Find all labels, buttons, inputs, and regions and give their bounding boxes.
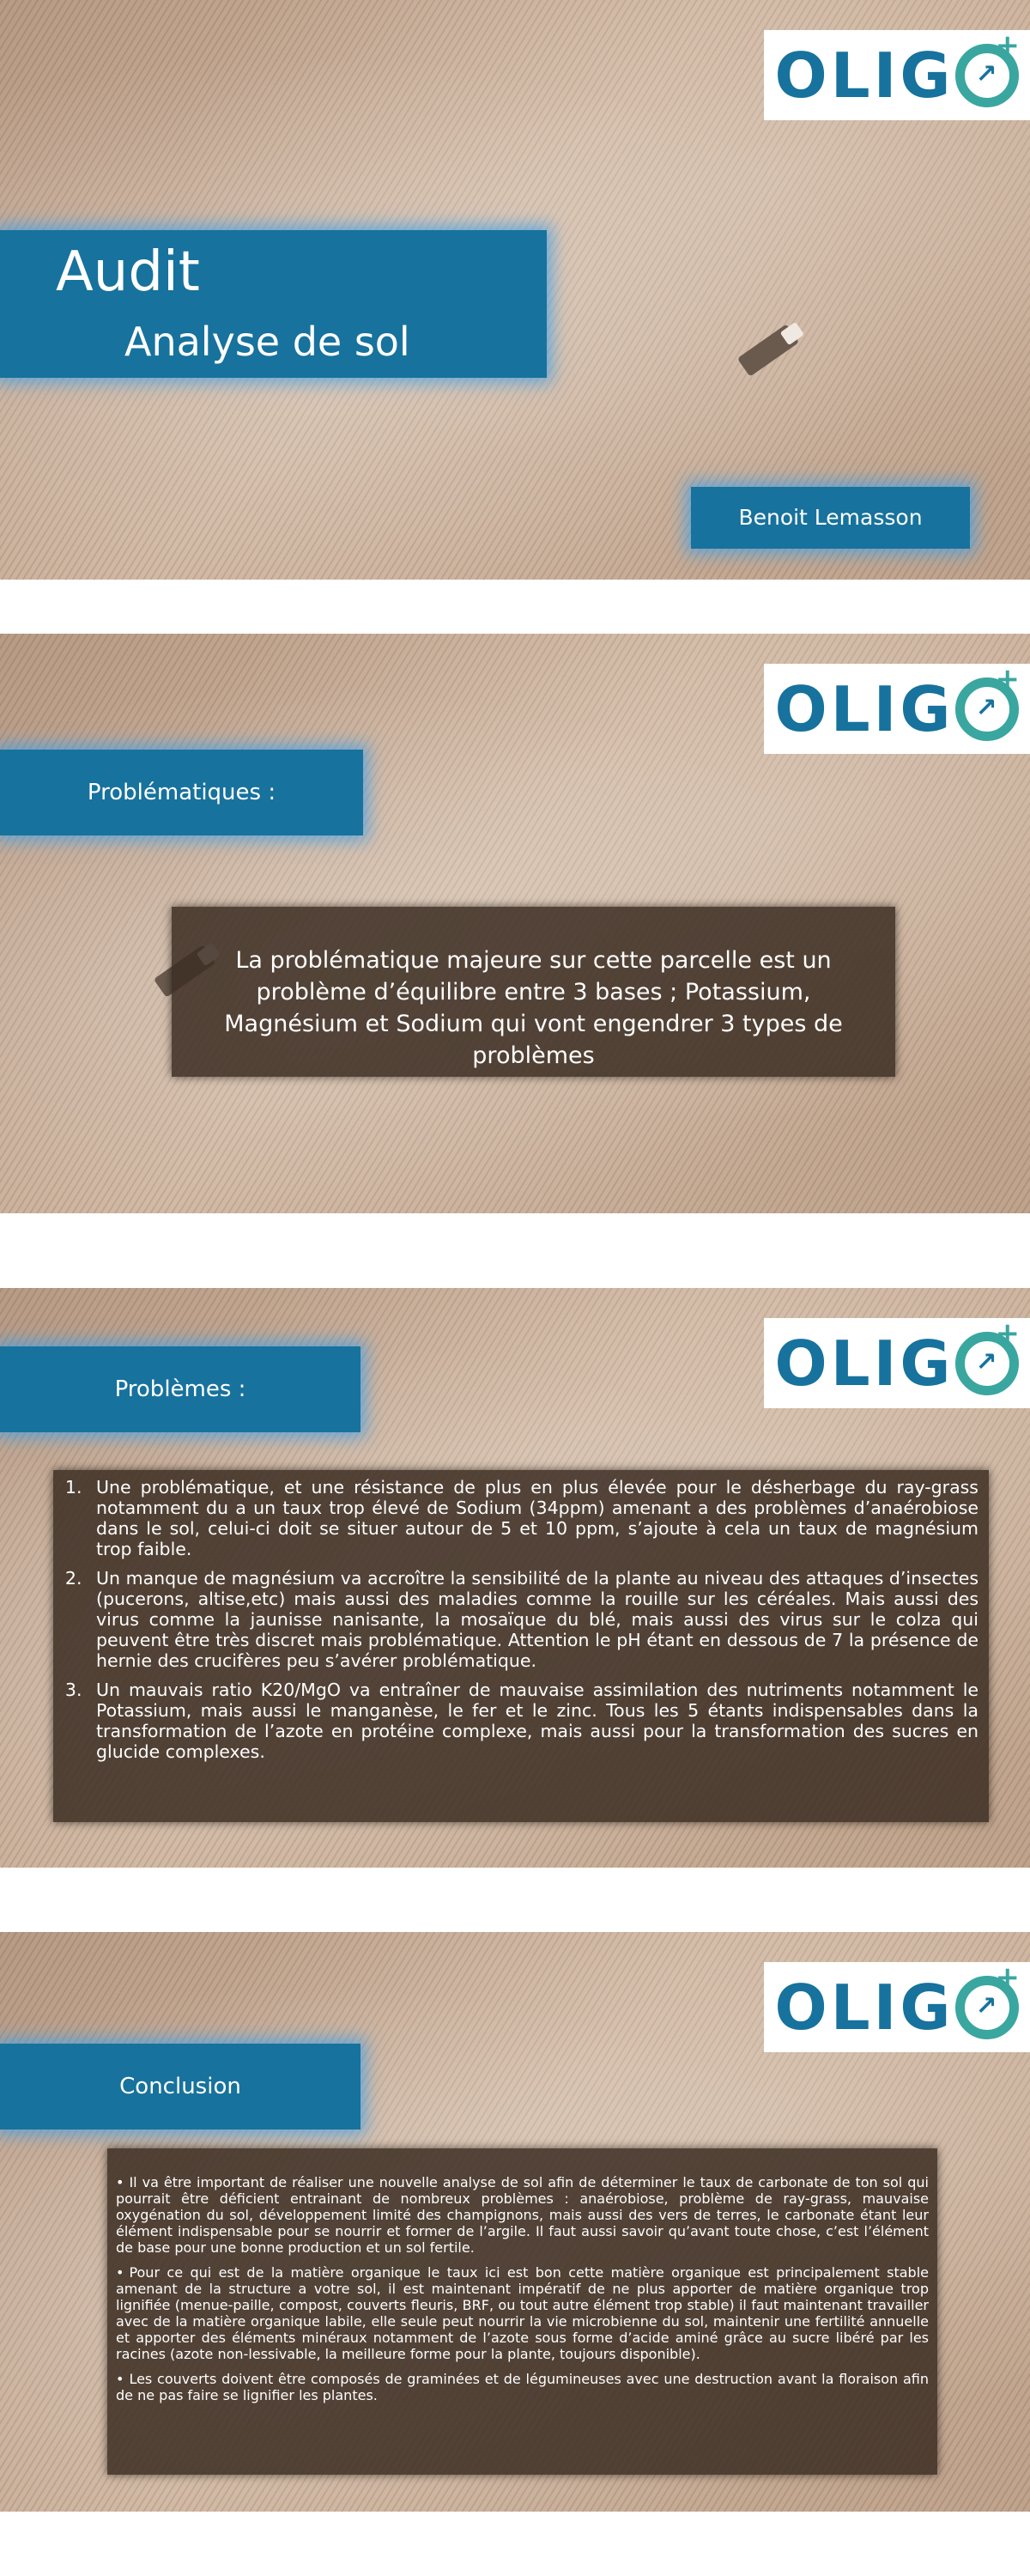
heading-box	[0, 1346, 360, 1432]
problems-list	[53, 1470, 989, 1762]
list-item: • Les couverts doivent être composés de graminées et de légumineuses avec une destruction avant la floraison afin de ne pas faire se lignifier les plantes.	[116, 2371, 929, 2403]
logo-o-arrow-icon: ↗	[955, 677, 1019, 741]
conclusion-list	[107, 2148, 937, 2403]
author-box	[691, 487, 970, 549]
slide-heading: Conclusion	[119, 2074, 241, 2099]
statement-box	[172, 907, 895, 1077]
list-item: • Il va être important de réaliser une nouvelle analyse de sol afin de déterminer le taux de carbonate de ton sol qui pourrait être déficient entrainant de nombreux problèmes : anaérobiose, problème de ray-grass, mauvaise oxygénation du sol, développement limité des champignons, mais aussi des vers de terres, le carbonate étant leur élément indispensable pour se nourrir et former de l’argile. Il faut aussi savoir qu’avant toute chose, c’est l’élément de base pour une bonne production et un sol fertile.	[116, 2174, 929, 2256]
list-item: 1. Une problématique, et une résistance de plus en plus élevée pour le désherbage du ray-grass notamment du a un taux trop élevé de Sodium (34ppm) amenant a des problèmes d’anaérobiose dans le sol, celui-ci doit se situer autour de 5 et 10 ppm, s’ajoute à cela un taux de magnésium trop faible.	[88, 1477, 978, 1559]
slide-heading: Problématiques :	[87, 780, 276, 805]
slide-title-text: Audit	[56, 240, 200, 304]
author-name: Benoit Lemasson	[738, 505, 923, 530]
logo-text: OLIG	[774, 39, 954, 112]
oligo-logo	[764, 1318, 1030, 1408]
logo-o-arrow-icon: ↗	[955, 1976, 1019, 2039]
list-item: 3. Un mauvais ratio K20/MgO va entraîner de mauvaise assimilation des nutriments notamment le Potassium, mais aussi le manganèse, le fer et le zinc. Tous les 5 étants indispensables dans la transformation de l’azote en protéine complexe, mais aussi pour la transformation des sucres en glucide complexes.	[88, 1680, 978, 1762]
slide-conclusion	[0, 1932, 1030, 2512]
oligo-logo	[764, 1962, 1030, 2052]
slide-heading: Problèmes :	[114, 1376, 246, 1402]
logo-o-arrow-icon: ↗	[955, 44, 1019, 107]
logo-wordmark	[775, 39, 1020, 112]
conclusion-box	[107, 2148, 937, 2475]
heading-box	[0, 2044, 360, 2129]
logo-plus-icon: +	[995, 1960, 1020, 1995]
list-item: • Pour ce qui est de la matière organique le taux ici est bon cette matière organique est principalement stable amenant de la structure a votre sol, il est maintenant impératif de ne plus apporter de matière organique trop lignifiée (menue-paille, compost, couverts fleuris, BRF, ou tout autre élément trop stable) il faut maintenant travailler avec de la matière organique labile, elle seule peut nourrir la vie microbienne du sol, maintenir une fertilité annuelle et apporter des éléments minéraux notamment de l’azote sous forme d’acide aminé grâce au sucre libéré par les racines (azote non-lessivable, la meilleure forme pour la plante, toujours disponible).	[116, 2264, 929, 2362]
logo-text: OLIG	[774, 672, 954, 745]
logo-wordmark	[775, 673, 1020, 745]
title-box	[0, 230, 547, 378]
statement-text: La problématique majeure sur cette parcelle est un problème d’équilibre entre 3 bases ; Potassium, Magnésium et Sodium qui vont engendrer 3 types de problèmes	[224, 947, 843, 1069]
oligo-logo	[764, 30, 1030, 120]
logo-o-arrow-icon: ↗	[955, 1332, 1019, 1395]
heading-box	[0, 750, 363, 835]
logo-text: OLIG	[774, 1971, 954, 2044]
logo-plus-icon: +	[995, 662, 1020, 696]
logo-plus-icon: +	[995, 28, 1020, 63]
slide-problemes	[0, 1288, 1030, 1868]
slide-subtitle-text: Analyse de sol	[124, 319, 410, 365]
slide-problematiques	[0, 634, 1030, 1213]
slide-title	[0, 0, 1030, 580]
list-item: 2. Un manque de magnésium va accroître la sensibilité de la plante au niveau des attaques d’insectes (pucerons, altise,etc) mais aussi des maladies comme la rouille sur les céréales. Mais aussi des virus comme la jaunisse nanisante, la mosaïque du blé, mais aussi des virus sur le colza qui peuvent être très discret mais problématique. Attention le pH étant en dessous de 7 la présence de hernie des crucifères peu s’avérer problématique.	[88, 1568, 978, 1671]
logo-text: OLIG	[774, 1327, 954, 1400]
problems-box	[53, 1470, 989, 1822]
oligo-logo	[764, 664, 1030, 754]
logo-plus-icon: +	[995, 1316, 1020, 1351]
logo-wordmark	[775, 1327, 1020, 1400]
tractor-image	[737, 324, 799, 376]
logo-wordmark	[775, 1971, 1020, 2044]
